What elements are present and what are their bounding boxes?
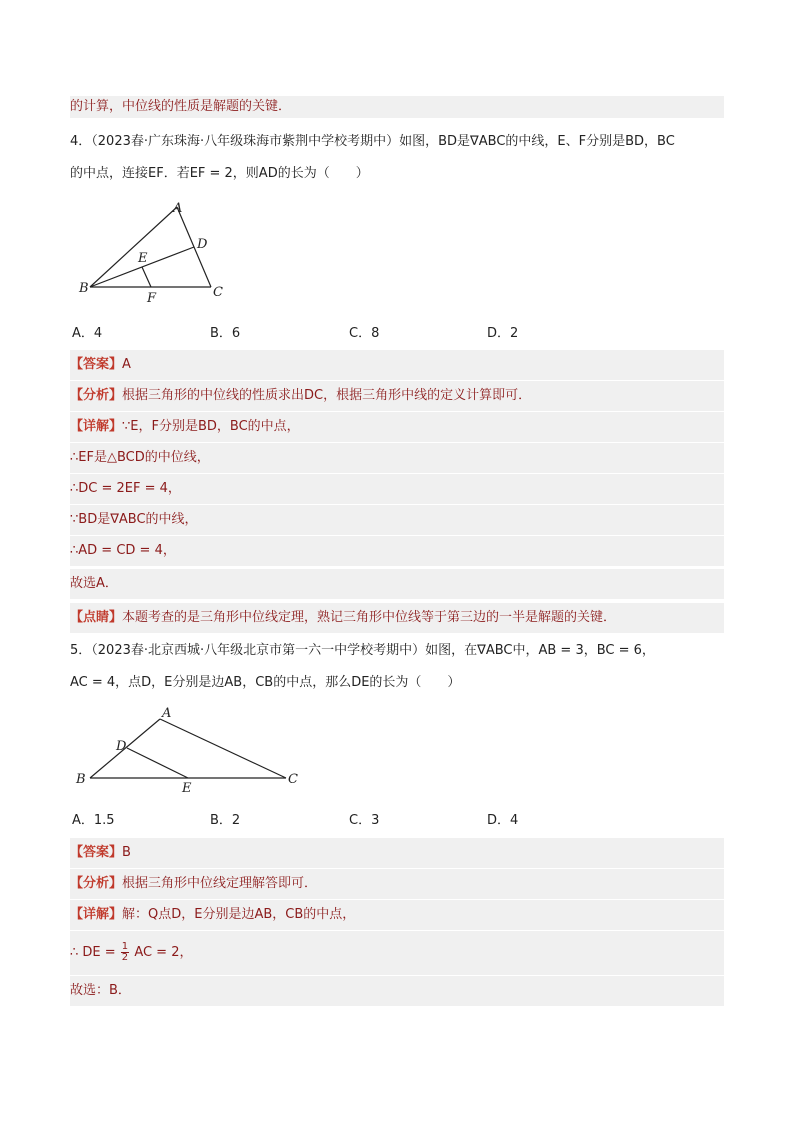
q4-detail-line3: ∴DC = 2EF = 4，: [70, 474, 724, 504]
q4-comment-row: [70, 603, 724, 633]
q5-answer-label: 【答案】: [70, 845, 123, 860]
q5-fraction-numerator: 1: [121, 941, 129, 952]
q5-label-c: C: [288, 772, 298, 787]
q4-option-d: D．2: [487, 326, 519, 341]
q4-stem-line2: 的中点，连接EF．若EF = 2，则AD的长为（ ）: [70, 166, 369, 181]
q4-answer-label: 【答案】: [70, 357, 123, 372]
q5-answer-row: [70, 838, 724, 868]
q5-fraction: [121, 942, 129, 963]
q4-conclusion: 故选A．: [70, 569, 724, 599]
q4-detail-line4: ∵BD是∇ABC的中线，: [70, 505, 724, 535]
q4-label-a: A: [173, 201, 183, 216]
q4-label-e: E: [138, 251, 148, 266]
q5-detail-label: 【详解】: [70, 907, 123, 922]
q5-label-d: D: [116, 739, 127, 754]
q5-detail-prefix: ∴ DE =: [70, 945, 116, 960]
q5-analysis-label: 【分析】: [70, 876, 123, 891]
q4-detail-line2: ∴EF是△BCD的中位线，: [70, 443, 724, 473]
q4-segment-ef: [142, 267, 151, 287]
q4-option-b: B．6: [210, 326, 241, 341]
q5-answer-value: B: [122, 845, 131, 860]
q5-conclusion: 故选：B．: [70, 976, 724, 1006]
q5-option-c: C．3: [349, 813, 380, 828]
q4-option-a: A．4: [72, 326, 103, 341]
q4-answer-value: A: [122, 357, 131, 372]
q5-analysis-row: [70, 869, 724, 899]
q4-label-b: B: [79, 281, 89, 296]
q5-label-e: E: [182, 781, 192, 794]
q4-answer-row: [70, 350, 724, 380]
q4-comment-text: 本题考查的是三角形中位线定理，熟记三角形中位线等于第三边的一半是解题的关键．: [122, 610, 617, 625]
q4-analysis-label: 【分析】: [70, 388, 123, 403]
q5-detail-suffix: AC = 2，: [134, 945, 193, 960]
q4-stem-line1: 4．（2023春·广东珠海·八年级珠海市紫荆中学校考期中）如图，BD是∇ABC的中线，E、F分别是BD，BC: [70, 134, 675, 149]
q4-triangle-figure: [70, 196, 240, 306]
q5-detail-row1: [70, 900, 724, 930]
q5-option-d: D．4: [487, 813, 519, 828]
q5-stem-line1: 5．（2023春·北京西城·八年级北京市第一六一中学校考期中）如图，在∇ABC中，AB = 3，BC = 6，: [70, 643, 655, 658]
intro-line: 的计算，中位线的性质是解题的关键．: [70, 96, 724, 118]
q5-fraction-denominator: 2: [121, 952, 129, 963]
q4-detail-line5: ∴AD = CD = 4，: [70, 536, 724, 566]
q4-analysis-row: [70, 381, 724, 411]
q5-label-a: A: [162, 706, 172, 721]
q5-detail-row2: [70, 931, 724, 975]
q4-comment-label: 【点睛】: [70, 610, 123, 625]
q4-option-c: C．8: [349, 326, 380, 341]
q4-segment-ab: [90, 207, 177, 287]
q4-label-f: F: [147, 291, 157, 306]
q5-stem-line2: AC = 4，点D，E分别是边AB，CB的中点，那么DE的长为（ ）: [70, 675, 461, 690]
q5-analysis-text: 根据三角形中位线定理解答即可．: [122, 876, 318, 891]
q4-label-d: D: [197, 237, 208, 252]
q4-analysis-text: 根据三角形的中位线的性质求出DC，根据三角形中线的定义计算即可．: [122, 388, 532, 403]
q5-segment-ac: [160, 719, 286, 778]
q5-label-b: B: [76, 772, 86, 787]
q5-detail-line1: 解：Q点D，E分别是边AB，CB的中点，: [122, 907, 356, 922]
q5-option-b: B．2: [210, 813, 241, 828]
q4-detail-row1: [70, 412, 724, 442]
q4-detail-line1: ∵E，F分别是BD，BC的中点，: [122, 419, 300, 434]
q5-segment-de: [127, 748, 188, 778]
q4-detail-label: 【详解】: [70, 419, 123, 434]
q4-label-c: C: [213, 285, 223, 300]
q5-option-a: A．1.5: [72, 813, 115, 828]
q5-triangle-figure: [70, 702, 310, 794]
